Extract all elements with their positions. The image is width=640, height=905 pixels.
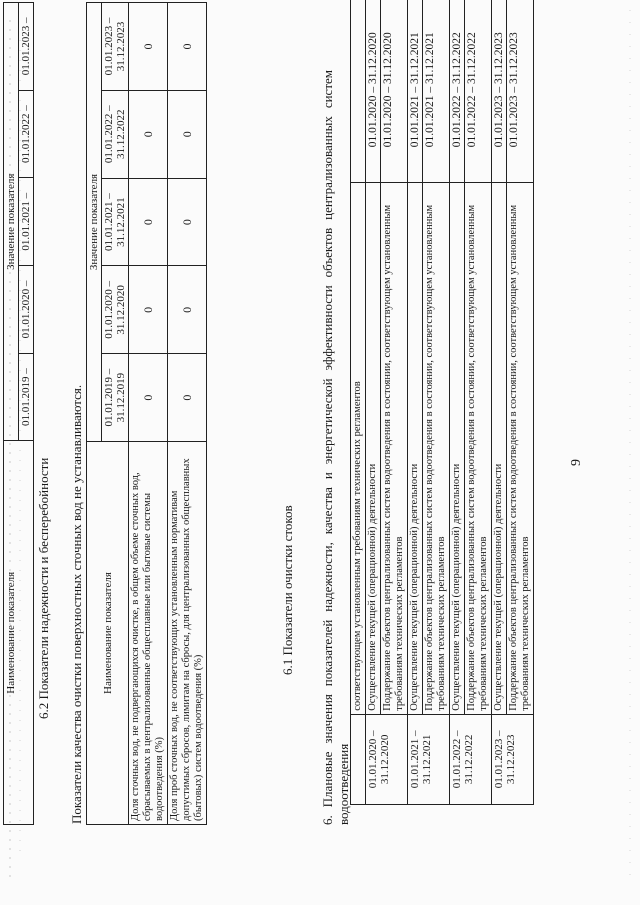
table-row [408,0,423,805]
cleaning-indicators-table [86,2,207,825]
activity-cell: Поддержание объектов централизованных систем водоотведения в состоянии, соответствующем установленным требованиям технических регламентов [465,182,492,714]
range-cell: 01.01.2022 – 31.12.2022 [465,0,492,182]
table-row [507,0,534,805]
period-cell: 01.01.2019 – [19,353,34,441]
activity-cell: Осуществление текущей (операционной) деятельности [450,182,465,714]
page-number: 9 [569,459,584,466]
period-cell: 01.01.2021 – 31.12.2021 [102,178,129,266]
period-cell: 01.01.2022 – [19,90,34,178]
table-row [465,0,492,805]
period-cell: 01.01.2021 – 31.12.2021 [408,714,450,804]
indicator-name: Доля сточных вод, не подвергающихся очистке, в общем объеме сточных вод, сбрасываемых в централизованные общесплавные или бытовые системы водоотведения (%) [129,442,168,825]
indicator-value: 0 [168,354,207,442]
period-cell: 01.01.2019 – 31.12.2019 [102,354,129,442]
period-cell [351,714,366,804]
period-cell: 01.01.2020 – 31.12.2020 [102,266,129,354]
table-row [129,3,168,825]
range-cell: 01.01.2023 – 31.12.2023 [492,0,507,182]
table-header-name: Наименование показателя [4,441,34,825]
range-cell: 01.01.2023 – 31.12.2023 [507,0,534,182]
activities-table [350,0,534,805]
period-cell: 01.01.2022 – 31.12.2022 [450,714,492,804]
indicator-value: 0 [129,178,168,266]
reliability-table [3,2,34,825]
period-cell: 01.01.2020 – [19,266,34,354]
range-cell: 01.01.2020 – 31.12.2020 [366,0,381,182]
indicator-value: 0 [168,178,207,266]
range-cell: 01.01.2020 – 31.12.2020 [381,0,408,182]
indicator-value: 0 [129,266,168,354]
period-cell: 01.01.2023 – 31.12.2023 [102,3,129,91]
range-cell: 01.01.2022 – 31.12.2022 [450,0,465,182]
indicator-name: Доля проб сточных вод, не соответствующих установленным нормативам допустимых сбросов, лимитам на сбросы, для централизованных общесплавных (бытовых) систем водоотведения (%) [168,442,207,825]
section-6-2-heading: 6.2 Показатели надежности и бесперебойности [36,457,51,719]
indicator-value: 0 [129,354,168,442]
period-cell: 01.01.2023 – [19,3,34,91]
activity-cell: Поддержание объектов централизованных систем водоотведения в состоянии, соответствующем установленным требованиям технических регламентов [381,182,408,714]
table-row [351,0,366,805]
activity-cell: Поддержание объектов централизованных систем водоотведения в состоянии, соответствующем установленным требованиям технических регламентов [423,182,450,714]
range-cell [351,0,366,182]
table-row [423,0,450,805]
table-row [492,0,507,805]
table-row [450,0,465,805]
activity-cell: Осуществление текущей (операционной) деятельности [408,182,423,714]
period-cell: 01.01.2021 – [19,178,34,266]
note-text: Показатели качества очистки поверхностных сточных вод не устанавливаются. [69,384,84,824]
period-cell: 01.01.2020 – 31.12.2020 [366,714,408,804]
table-header-value: Значение показателя [87,3,102,442]
indicator-value: 0 [129,90,168,178]
table-row [381,0,408,805]
range-cell: 01.01.2021 – 31.12.2021 [408,0,423,182]
table-header-name: Наименование показателя [87,442,129,825]
indicator-value: 0 [168,90,207,178]
activity-cell: соответствующем установленным требованиям технических регламентов [351,182,366,714]
period-cell: 01.01.2023 – 31.12.2023 [492,714,534,804]
table-row [366,0,381,805]
indicator-value: 0 [168,3,207,91]
indicator-value: 0 [168,266,207,354]
table-row [168,3,207,825]
activity-cell: Осуществление текущей (операционной) деятельности [492,182,507,714]
section-6-1-heading: 6.1 Показатели очистки стоков [280,505,295,675]
activity-cell: Поддержание объектов централизованных систем водоотведения в состоянии, соответствующем установленным требованиям технических регламентов [507,182,534,714]
range-cell: 01.01.2021 – 31.12.2021 [423,0,450,182]
indicator-value: 0 [129,3,168,91]
section-6-heading: 6. Плановые значения показателей надежности, качества и энергетической эффективности объектов централизованных систем водоотведения [320,70,351,825]
activity-cell: Осуществление текущей (операционной) деятельности [366,182,381,714]
table-header-value: Значение показателя [4,3,19,441]
period-cell: 01.01.2022 – 31.12.2022 [102,90,129,178]
